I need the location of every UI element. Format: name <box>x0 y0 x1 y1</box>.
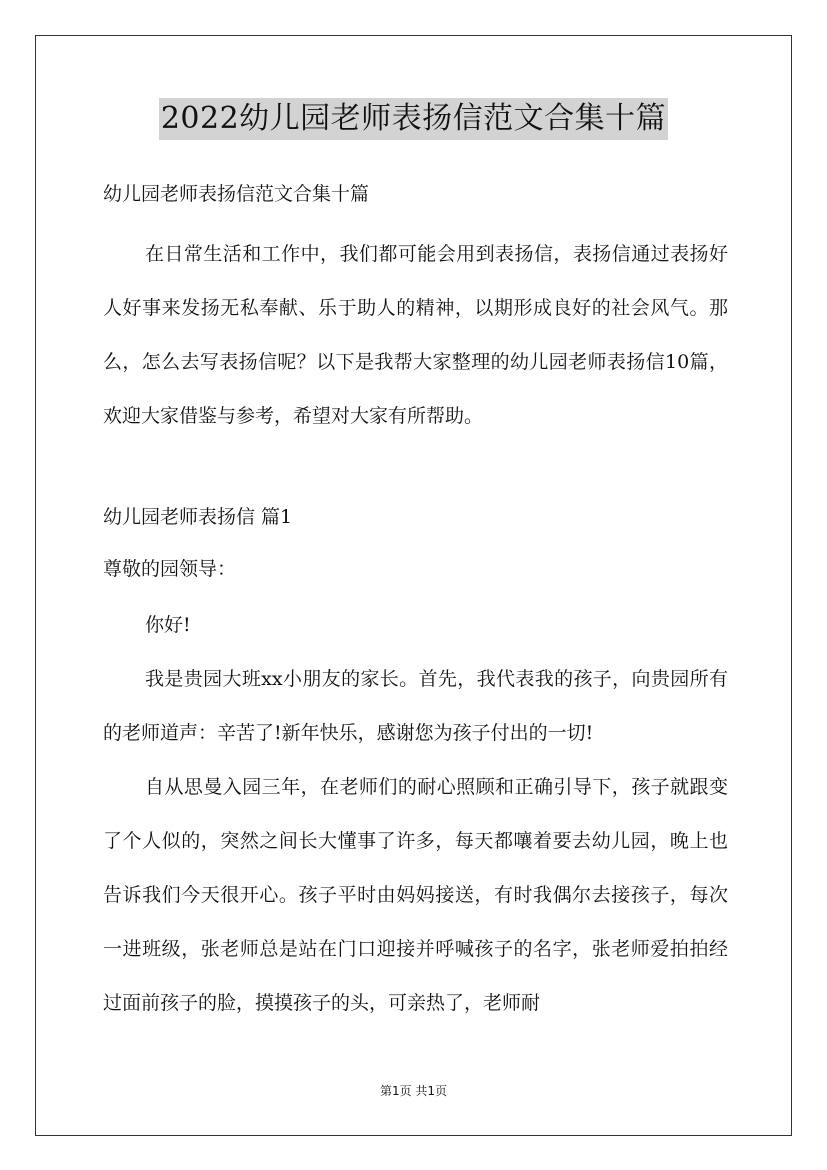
section-heading: 幼儿园老师表扬信 篇1 <box>103 506 293 528</box>
salutation: 尊敬的园领导： <box>103 558 237 580</box>
greeting: 你好! <box>145 614 191 636</box>
intro-paragraph: 在日常生活和工作中，我们都可能会用到表扬信，表扬信通过表扬好人好事来发扬无私奉献、乐于助人的精神，以期形成良好的社会风气。那么，怎么去写表扬信呢？以下是我帮大家整理的幼儿园老师表扬信10篇，欢迎大家借鉴与参考，希望对大家有所帮助。 <box>103 243 728 427</box>
document-subtitle: 幼儿园老师表扬信范文合集十篇 <box>103 183 370 205</box>
title-container <box>0 98 827 140</box>
body-paragraph-1: 我是贵园大班xx小朋友的家长。首先，我代表我的孩子，向贵园所有的老师道声：辛苦了!新年快乐，感谢您为孩子付出的一切! <box>103 668 728 744</box>
body-paragraph-2: 自从思曼入园三年，在老师们的耐心照顾和正确引导下，孩子就跟变了个人似的，突然之间长大懂事了许多，每天都嚷着要去幼儿园，晚上也告诉我们今天很开心。孩子平时由妈妈接送，有时我偶尔去接孩子，每次一进班级，张老师总是站在门口迎接并呼喊孩子的名字，张老师爱拍拍经过面前孩子的脸，摸摸孩子的头，可亲热了，老师耐 <box>103 776 728 1014</box>
document-title: 2022幼儿园老师表扬信范文合集十篇 <box>159 98 668 140</box>
page-number-footer: 第1页 共1页 <box>379 1084 448 1098</box>
